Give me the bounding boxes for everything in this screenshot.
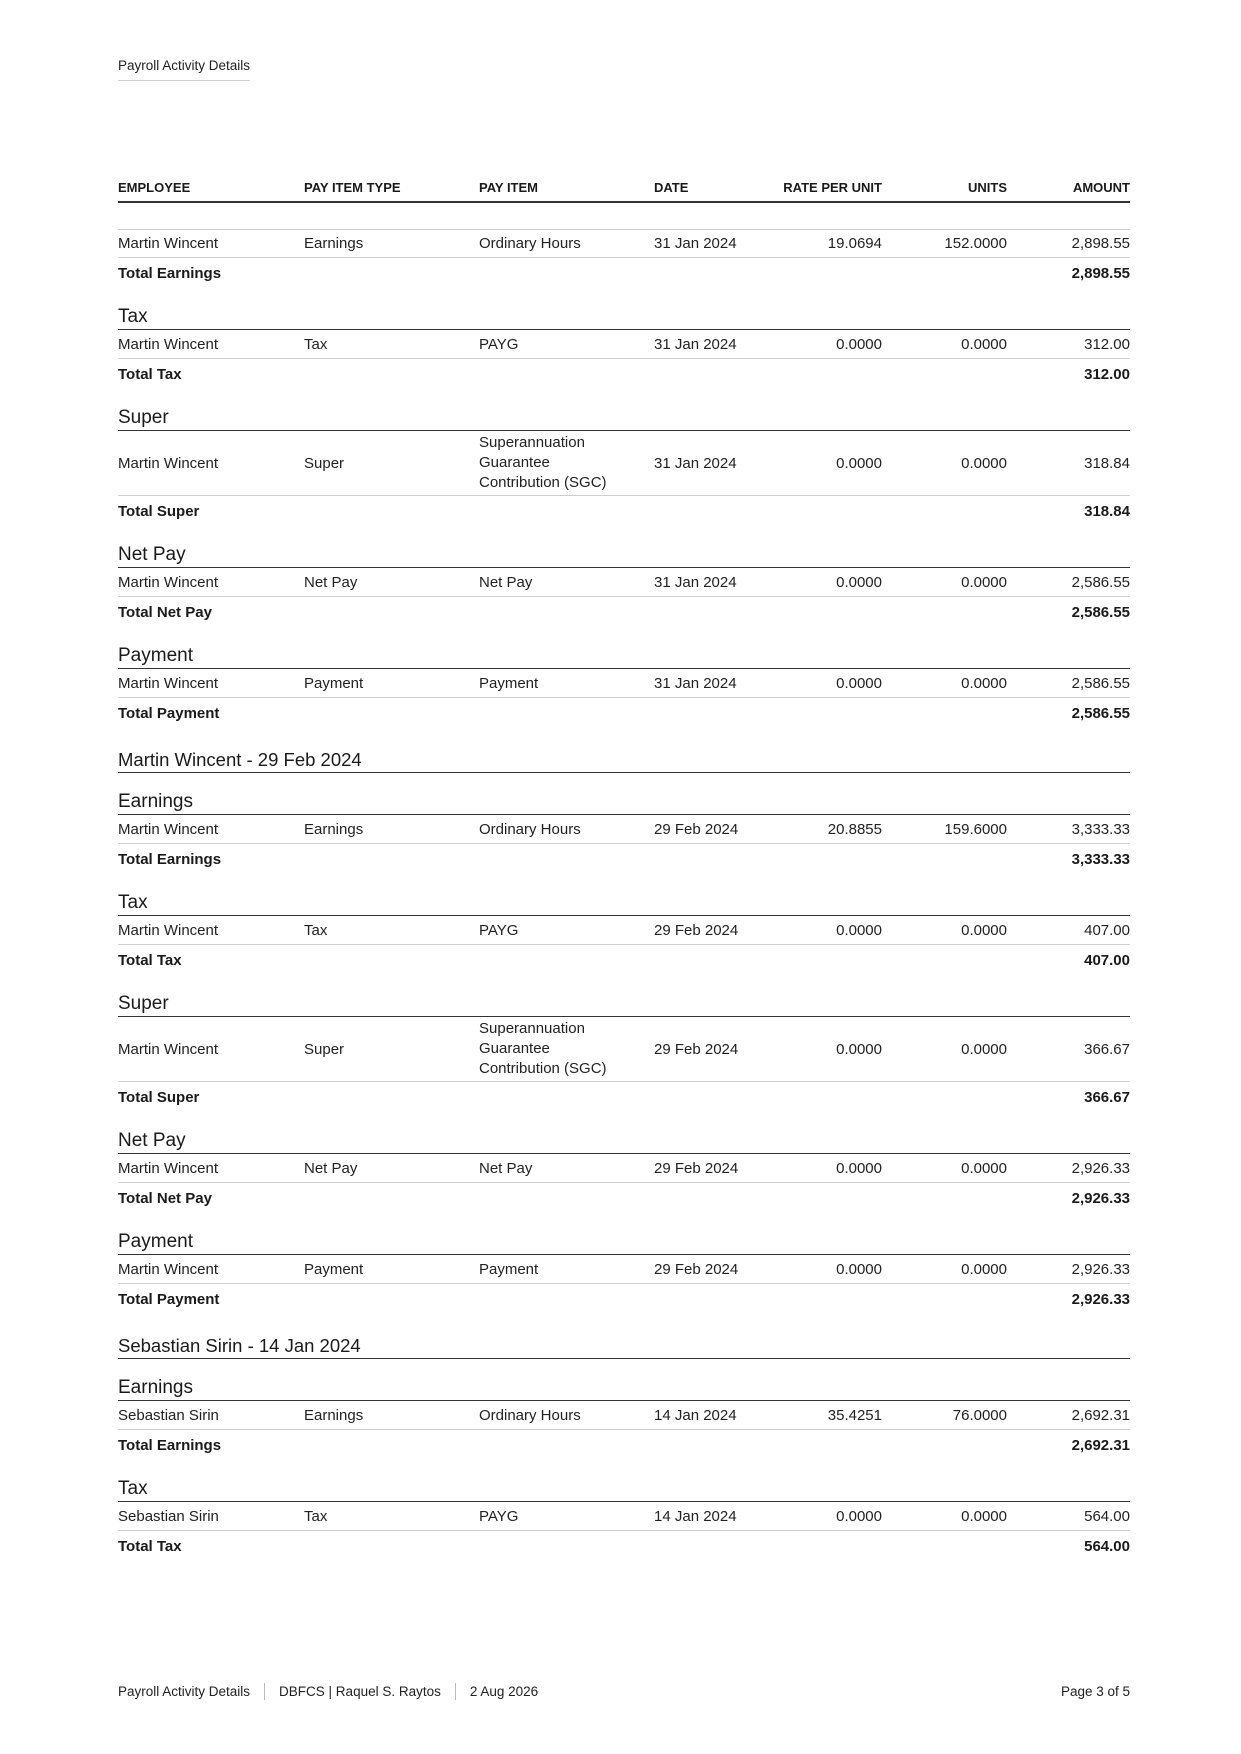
table-cell: Ordinary Hours: [479, 1406, 581, 1424]
total-amount: 2,586.55: [1071, 603, 1130, 621]
employee-period-heading: Sebastian Sirin - 14 Jan 2024: [118, 1326, 1130, 1359]
table-cell: 2,926.33: [1071, 1260, 1130, 1278]
table-cell: Martin Wincent: [118, 820, 219, 838]
section-title: Net Pay: [118, 1126, 1130, 1154]
table-cell: 31 Jan 2024: [654, 335, 737, 353]
table-cell: Tax: [304, 335, 328, 353]
table-cell: 14 Jan 2024: [654, 1507, 737, 1525]
table-cell: 0.0000: [961, 674, 1007, 692]
total-amount: 2,898.55: [1071, 264, 1130, 282]
section-total-row: [118, 1430, 1130, 1460]
table-row: [118, 330, 1130, 359]
table-row: [118, 1502, 1130, 1531]
page-header-title: Payroll Activity Details: [118, 58, 250, 81]
table-cell: Martin Wincent: [118, 674, 219, 692]
table-cell: 366.67: [1084, 1040, 1130, 1058]
table-cell: 29 Feb 2024: [654, 1159, 739, 1177]
pay-section: [118, 540, 1130, 627]
total-label: Total Earnings: [118, 1436, 222, 1454]
pay-section: [118, 1227, 1130, 1314]
section-total-row: [118, 597, 1130, 627]
section-title: Tax: [118, 888, 1130, 916]
total-amount: 2,926.33: [1071, 1290, 1130, 1308]
footer-divider: [264, 1683, 265, 1700]
table-cell: Super: [304, 454, 345, 472]
pay-section: [118, 1373, 1130, 1460]
column-header-row: [118, 180, 1130, 203]
table-cell: Martin Wincent: [118, 335, 219, 353]
table-cell: Superannuation Guarantee Contribution (SGC): [479, 1020, 607, 1077]
table-cell: Earnings: [304, 235, 364, 252]
column-header: EMPLOYEE: [118, 180, 191, 195]
table-cell: 0.0000: [961, 335, 1007, 353]
table-cell: 0.0000: [836, 1159, 882, 1177]
section-total-row: [118, 1183, 1130, 1213]
table-cell: 29 Feb 2024: [654, 820, 739, 838]
section-total-row: [118, 359, 1130, 389]
total-label: Total Payment: [118, 704, 220, 722]
section-total-row: [118, 844, 1130, 874]
table-cell: Martin Wincent: [118, 921, 219, 939]
table-cell: 0.0000: [961, 454, 1007, 472]
table-cell: 31 Jan 2024: [654, 573, 737, 591]
employee-group: [118, 229, 1130, 728]
table-cell: 2,898.55: [1071, 235, 1130, 252]
table-cell: 159.6000: [944, 820, 1007, 838]
section-total-row: [118, 496, 1130, 526]
table-cell: Martin Wincent: [118, 573, 219, 591]
footer-report-name: Payroll Activity Details: [118, 1684, 251, 1699]
section-total-row: [118, 1531, 1130, 1561]
table-cell: 152.0000: [944, 235, 1007, 252]
total-label: Total Payment: [118, 1290, 220, 1308]
column-header: PAY ITEM: [479, 180, 539, 195]
table-cell: 564.00: [1084, 1507, 1130, 1525]
table-cell: Ordinary Hours: [479, 235, 581, 252]
table-cell: Tax: [304, 1507, 328, 1525]
footer-divider: [455, 1683, 456, 1700]
table-cell: Martin Wincent: [118, 235, 219, 252]
section-title: Earnings: [118, 1373, 1130, 1401]
table-cell: 0.0000: [836, 573, 882, 591]
total-label: Total Tax: [118, 365, 182, 383]
section-total-row: [118, 945, 1130, 975]
table-cell: 0.0000: [836, 335, 882, 353]
table-cell: 0.0000: [836, 1260, 882, 1278]
pay-section: [118, 1126, 1130, 1213]
table-cell: Earnings: [304, 820, 364, 838]
column-header: RATE PER UNIT: [783, 180, 882, 195]
table-cell: 14 Jan 2024: [654, 1406, 737, 1424]
total-label: Total Super: [118, 502, 200, 520]
employee-group: [118, 740, 1130, 1314]
table-cell: 0.0000: [961, 573, 1007, 591]
table-cell: 35.4251: [827, 1406, 882, 1424]
section-title: Payment: [118, 641, 1130, 669]
footer-page-number: Page 3 of 5: [1060, 1684, 1130, 1699]
table-cell: Payment: [479, 674, 539, 692]
pay-section: [118, 229, 1130, 288]
total-label: Total Net Pay: [118, 1189, 212, 1207]
footer-date: 2 Aug 2026: [469, 1684, 539, 1699]
table-row: [118, 1401, 1130, 1430]
employee-group: [118, 1326, 1130, 1561]
total-amount: 2,586.55: [1071, 704, 1130, 722]
section-title: Super: [118, 403, 1130, 431]
pay-section: [118, 989, 1130, 1112]
table-cell: 0.0000: [836, 454, 882, 472]
table-cell: 2,692.31: [1071, 1406, 1130, 1424]
column-header: PAY ITEM TYPE: [304, 180, 401, 195]
table-cell: 3,333.33: [1071, 820, 1130, 838]
table-row: [118, 916, 1130, 945]
employee-period-heading: Martin Wincent - 29 Feb 2024: [118, 740, 1130, 773]
table-cell: 0.0000: [961, 1159, 1007, 1177]
table-cell: 0.0000: [836, 1507, 882, 1525]
table-cell: Martin Wincent: [118, 454, 219, 472]
table-row: [118, 669, 1130, 698]
report-groups: [118, 229, 1130, 1561]
table-cell: PAYG: [479, 1507, 519, 1525]
section-title: Payment: [118, 1227, 1130, 1255]
table-cell: 318.84: [1084, 454, 1130, 472]
table-cell: Sebastian Sirin: [118, 1406, 219, 1424]
section-title: Tax: [118, 302, 1130, 330]
table-row: [118, 1017, 1130, 1082]
section-title: Super: [118, 989, 1130, 1017]
pay-section: [118, 1474, 1130, 1561]
section-title: Net Pay: [118, 540, 1130, 568]
table-cell: Net Pay: [479, 573, 533, 591]
table-cell: 31 Jan 2024: [654, 674, 737, 692]
table-cell: 0.0000: [961, 921, 1007, 939]
table-cell: PAYG: [479, 921, 519, 939]
total-label: Total Net Pay: [118, 603, 212, 621]
table-cell: 0.0000: [836, 674, 882, 692]
total-label: Total Earnings: [118, 850, 222, 868]
total-label: Total Tax: [118, 1537, 182, 1555]
table-cell: 29 Feb 2024: [654, 921, 739, 939]
section-total-row: [118, 698, 1130, 728]
table-cell: Martin Wincent: [118, 1159, 219, 1177]
table-cell: 19.0694: [827, 235, 882, 252]
total-label: Total Earnings: [118, 264, 222, 282]
column-header: DATE: [654, 180, 689, 195]
table-cell: Martin Wincent: [118, 1040, 219, 1058]
table-cell: Earnings: [304, 1406, 364, 1424]
pay-section: [118, 888, 1130, 975]
table-cell: Sebastian Sirin: [118, 1507, 219, 1525]
total-label: Total Super: [118, 1088, 200, 1106]
table-cell: Net Pay: [304, 1159, 358, 1177]
pay-section: [118, 403, 1130, 526]
pay-section: [118, 787, 1130, 874]
table-cell: 76.0000: [952, 1406, 1007, 1424]
table-row: [118, 431, 1130, 496]
table-cell: Net Pay: [479, 1159, 533, 1177]
table-cell: Payment: [304, 1260, 364, 1278]
total-amount: 2,692.31: [1071, 1436, 1130, 1454]
total-amount: 407.00: [1084, 951, 1130, 969]
section-title: Earnings: [118, 787, 1130, 815]
section-total-row: [118, 258, 1130, 288]
table-cell: Superannuation Guarantee Contribution (SGC): [479, 434, 607, 491]
column-header: UNITS: [968, 180, 1007, 195]
table-cell: 0.0000: [961, 1040, 1007, 1058]
table-cell: 31 Jan 2024: [654, 454, 737, 472]
total-amount: 312.00: [1084, 365, 1130, 383]
table-row: [118, 229, 1130, 258]
section-title: Tax: [118, 1474, 1130, 1502]
table-cell: Ordinary Hours: [479, 820, 581, 838]
table-cell: 31 Jan 2024: [654, 235, 737, 252]
total-label: Total Tax: [118, 951, 182, 969]
pay-section: [118, 641, 1130, 728]
table-cell: 20.8855: [827, 820, 882, 838]
table-cell: Tax: [304, 921, 328, 939]
footer-org: DBFCS | Raquel S. Raytos: [279, 1684, 441, 1699]
table-cell: Payment: [479, 1260, 539, 1278]
total-amount: 366.67: [1084, 1088, 1130, 1106]
total-amount: 2,926.33: [1071, 1189, 1130, 1207]
table-cell: 0.0000: [836, 921, 882, 939]
table-cell: 2,926.33: [1071, 1159, 1130, 1177]
page-footer: [118, 1683, 1130, 1700]
table-cell: 29 Feb 2024: [654, 1040, 739, 1058]
table-cell: Super: [304, 1040, 345, 1058]
table-cell: 0.0000: [961, 1260, 1007, 1278]
table-row: [118, 568, 1130, 597]
table-cell: 2,586.55: [1071, 674, 1130, 692]
table-cell: 2,586.55: [1071, 573, 1130, 591]
table-row: [118, 1154, 1130, 1183]
table-cell: 312.00: [1084, 335, 1130, 353]
table-cell: Net Pay: [304, 573, 358, 591]
table-row: [118, 815, 1130, 844]
table-cell: Payment: [304, 674, 364, 692]
total-amount: 564.00: [1084, 1537, 1130, 1555]
table-row: [118, 1255, 1130, 1284]
section-total-row: [118, 1082, 1130, 1112]
table-cell: 407.00: [1084, 921, 1130, 939]
column-header: AMOUNT: [1072, 180, 1130, 195]
total-amount: 3,333.33: [1071, 850, 1130, 868]
table-cell: Martin Wincent: [118, 1260, 219, 1278]
pay-section: [118, 302, 1130, 389]
table-cell: 0.0000: [961, 1507, 1007, 1525]
total-amount: 318.84: [1084, 502, 1130, 520]
table-cell: 0.0000: [836, 1040, 882, 1058]
section-total-row: [118, 1284, 1130, 1314]
payroll-report: [118, 180, 1130, 1561]
table-cell: 29 Feb 2024: [654, 1260, 739, 1278]
table-cell: PAYG: [479, 335, 519, 353]
